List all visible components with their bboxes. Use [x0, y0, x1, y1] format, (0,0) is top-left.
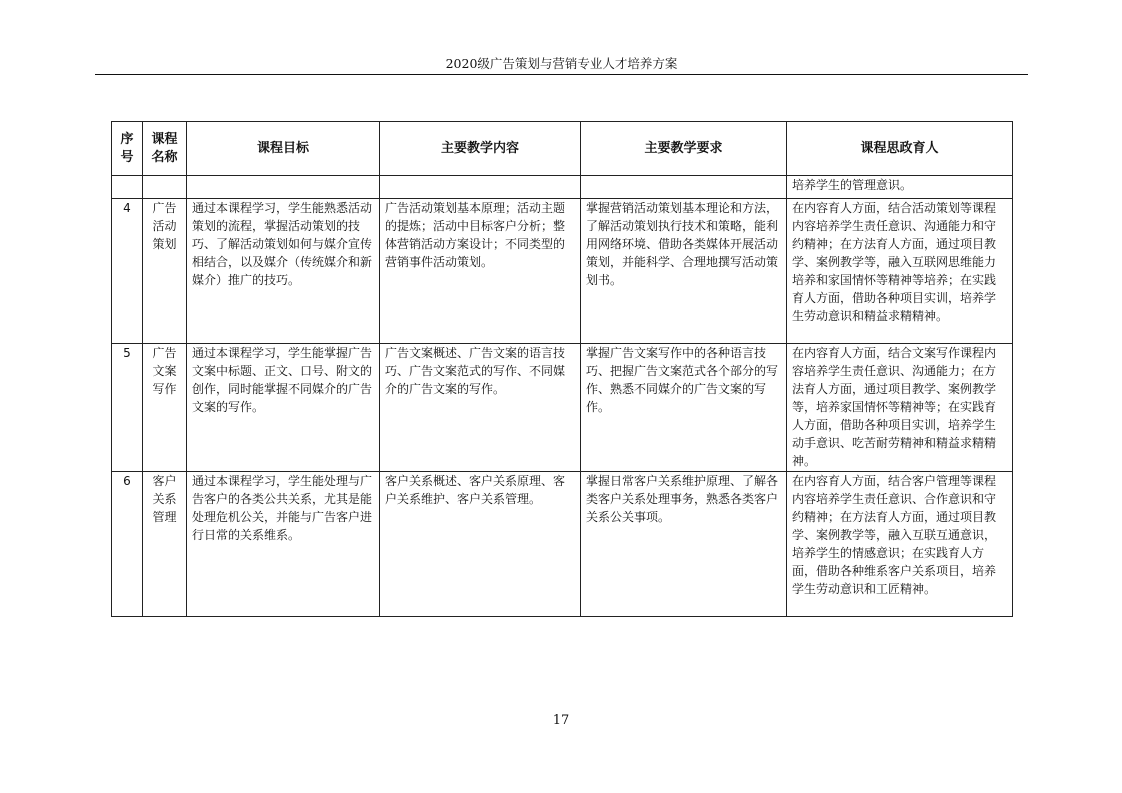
- cell-content: 广告活动策划基本原理；活动主题的提炼；活动中目标客户分析；整体营销活动方案设计；不同类型的营销事件活动策划。: [380, 199, 581, 344]
- page-header-title: 2020级广告策划与营销专业人才培养方案: [445, 56, 678, 71]
- cell-course-name: 广告活动策划: [143, 199, 187, 344]
- cell-ideology: 培养学生的管理意识。: [787, 176, 1013, 199]
- table-row: [112, 344, 1013, 472]
- table-row-continuation: [112, 176, 1013, 199]
- column-header-number: 序号: [112, 122, 143, 176]
- cell-content: 客户关系概述、客户关系原理、客户关系维护、客户关系管理。: [380, 472, 581, 617]
- table-row: [112, 472, 1013, 617]
- cell-requirement: 掌握广告文案写作中的各种语言技巧、把握广告文案范式各个部分的写作、熟悉不同媒介的广告文案的写作。: [581, 344, 787, 472]
- cell-empty: [143, 176, 187, 199]
- cell-goal: 通过本课程学习，学生能处理与广告客户的各类公共关系，尤其是能处理危机公关，并能与广告客户进行日常的关系维系。: [187, 472, 380, 617]
- course-table: [111, 121, 1013, 617]
- column-header-content: 主要教学内容: [380, 122, 581, 176]
- cell-goal: 通过本课程学习，学生能掌握广告文案中标题、正文、口号、附文的创作，同时能掌握不同媒介的广告文案的写作。: [187, 344, 380, 472]
- cell-number: 4: [112, 199, 143, 344]
- cell-ideology: 在内容育人方面，结合活动策划等课程内容培养学生责任意识、沟通能力和守约精神；在方法育人方面，通过项目教学、案例教学等，融入互联网思维能力培养和家国情怀等精神等培养；在实践育人方面，借助各种项目实训，培养学生劳动意识和精益求精精神。: [787, 199, 1013, 344]
- cell-goal: 通过本课程学习，学生能熟悉活动策划的流程，掌握活动策划的技巧、了解活动策划如何与媒介宣传相结合，以及媒介（传统媒介和新媒介）推广的技巧。: [187, 199, 380, 344]
- cell-number: 5: [112, 344, 143, 472]
- cell-course-name: 广告文案写作: [143, 344, 187, 472]
- cell-requirement: 掌握营销活动策划基本理论和方法，了解活动策划执行技术和策略，能利用网络环境、借助各类媒体开展活动策划，并能科学、合理地撰写活动策划书。: [581, 199, 787, 344]
- column-header-requirement: 主要教学要求: [581, 122, 787, 176]
- cell-empty: [380, 176, 581, 199]
- cell-requirement: 掌握日常客户关系维护原理、了解各类客户关系处理事务，熟悉各类客户关系公关事项。: [581, 472, 787, 617]
- cell-ideology: 在内容育人方面，结合客户管理等课程内容培养学生责任意识、合作意识和守约精神；在方法育人方面，通过项目教学、案例教学等，融入互联互通意识，培养学生的情感意识；在实践育人方面，借助各种维系客户关系项目，培养学生劳动意识和工匠精神。: [787, 472, 1013, 617]
- cell-ideology: 在内容育人方面，结合文案写作课程内容培养学生责任意识、沟通能力；在方法育人方面，通过项目教学、案例教学等，培养家国情怀等精神等；在实践育人方面，借助各种项目实训，培养学生动手意识、吃苦耐劳精神和精益求精精神。: [787, 344, 1013, 472]
- cell-course-name: 客户关系管理: [143, 472, 187, 617]
- cell-content: 广告文案概述、广告文案的语言技巧、广告文案范式的写作、不同媒介的广告文案的写作。: [380, 344, 581, 472]
- table-header-row: [112, 122, 1013, 176]
- table-row: [112, 199, 1013, 344]
- page-number: 17: [552, 713, 570, 728]
- header-rule: [95, 74, 1028, 75]
- cell-number: 6: [112, 472, 143, 617]
- column-header-ideology: 课程思政育人: [787, 122, 1013, 176]
- column-header-course-name: 课程名称: [143, 122, 187, 176]
- cell-empty: [112, 176, 143, 199]
- column-header-goal: 课程目标: [187, 122, 380, 176]
- cell-empty: [581, 176, 787, 199]
- cell-empty: [187, 176, 380, 199]
